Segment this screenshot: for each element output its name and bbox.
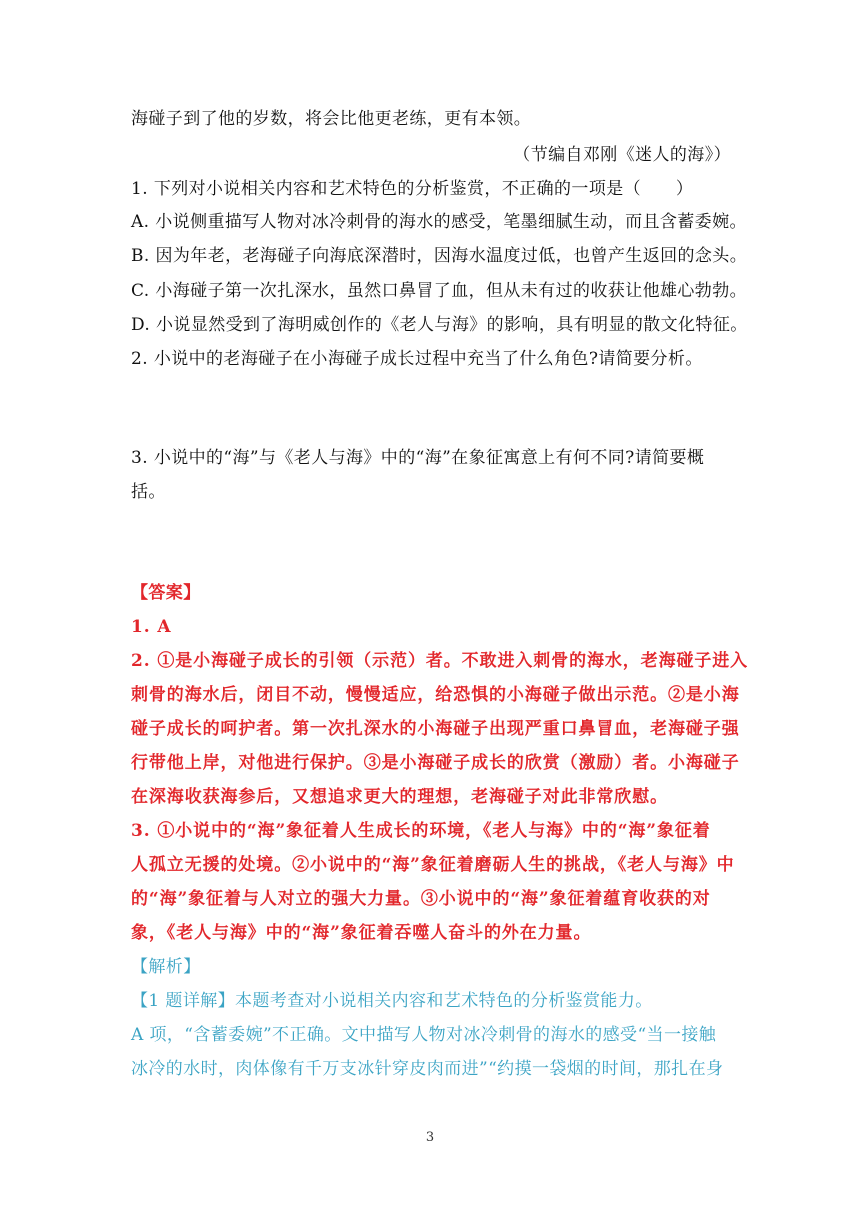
question-3-cont: 括。 xyxy=(131,482,166,502)
answer-line: 人孤立无援的处境。②小说中的“海”象征着磨砺人生的挑战，《老人与海》中 xyxy=(131,855,735,875)
option-c: C. 小海碰子第一次扎深水，虽然口鼻冒了血，但从未有过的收获让他雄心勃勃。 xyxy=(131,281,748,301)
answer-line: 在深海收获海参后，又想追求更大的理想，老海碰子对此非常欣慰。 xyxy=(131,787,668,807)
answer-line: 行带他上岸，对他进行保护。③是小海碰子成长的欣赏（激励）者。小海碰子 xyxy=(131,753,740,773)
analysis-line: 【1 题详解】本题考查对小说相关内容和艺术特色的分析鉴赏能力。 xyxy=(131,991,653,1011)
answer-label: 【答案】 xyxy=(131,583,201,603)
answer-line: 碰子成长的呵护者。第一次扎深水的小海碰子出现严重口鼻冒血，老海碰子强 xyxy=(131,719,740,739)
answer-line: 的“海”象征着与人对立的强大力量。③小说中的“海”象征着蕴育收获的对 xyxy=(131,889,711,909)
answer-line: 象，《老人与海》中的“海”象征着吞噬人奋斗的外在力量。 xyxy=(131,923,592,943)
option-d: D. 小说显然受到了海明威创作的《老人与海》的影响，具有明显的散文化特征。 xyxy=(131,315,748,335)
option-b: B. 因为年老，老海碰子向海底深潜时，因海水温度过低，也曾产生返回的念头。 xyxy=(131,246,748,266)
page-number: 3 xyxy=(425,1130,435,1145)
question-2: 2. 小说中的老海碰子在小海碰子成长过程中充当了什么角色?请简要分析。 xyxy=(131,349,703,369)
question-1: 1. 下列对小说相关内容和艺术特色的分析鉴赏，不正确的一项是（ ） xyxy=(131,179,694,199)
answer-line: 2. ①是小海碰子成长的引领（示范）者。不敢进入刺骨的海水，老海碰子进入 xyxy=(131,651,749,671)
answer-line: 1. A xyxy=(131,617,172,637)
analysis-label: 【解析】 xyxy=(131,957,201,977)
answer-line: 刺骨的海水后，闭目不动，慢慢适应，给恐惧的小海碰子做出示范。②是小海 xyxy=(131,685,740,705)
option-a: A. 小说侧重描写人物对冰冷刺骨的海水的感受，笔墨细腻生动，而且含蓄委婉。 xyxy=(131,212,747,232)
passage-last-line: 海碰子到了他的岁数，将会比他更老练，更有本领。 xyxy=(131,109,532,129)
question-3: 3. 小说中的“海”与《老人与海》中的“海”在象征寓意上有何不同?请简要概 xyxy=(131,448,705,468)
answer-line: 3. ①小说中的“海”象征着人生成长的环境，《老人与海》中的“海”象征着 xyxy=(131,821,711,841)
passage-source: （节编自邓刚《迷人的海》） xyxy=(513,145,731,165)
analysis-line: 冰冷的水时，肉体像有千万支冰针穿皮肉而进”“约摸一袋烟的时间，那扎在身 xyxy=(131,1059,724,1079)
analysis-line: A 项，“含蓄委婉”不正确。文中描写人物对冰冷刺骨的海水的感受“当一接触 xyxy=(131,1025,717,1045)
